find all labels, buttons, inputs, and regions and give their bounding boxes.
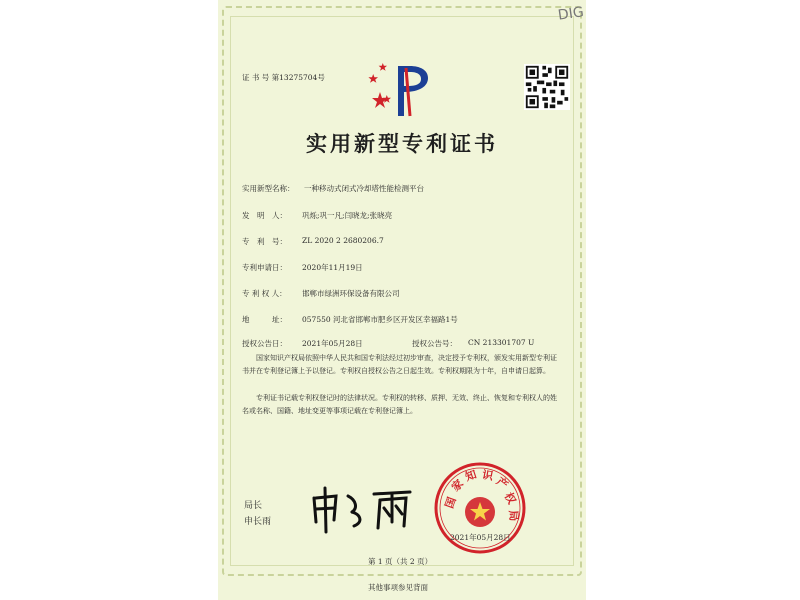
field-label: 专利申请日： [242, 263, 287, 272]
field-label: 发 明 人： [242, 211, 287, 220]
field-value: 一种移动式闭式冷却塔性能检测平台 [304, 184, 424, 193]
grant-number-value: CN 213301707 U [468, 338, 535, 347]
svg-text:产: 产 [493, 474, 511, 492]
handwritten-note: DIG [557, 4, 585, 24]
patent-certificate [218, 0, 586, 600]
grant-number-label: 授权公告号： [412, 339, 457, 348]
svg-text:局: 局 [506, 509, 521, 522]
field-label: 专 利 号： [242, 237, 287, 246]
qr-code-icon [524, 64, 570, 110]
svg-text:识: 识 [481, 468, 495, 483]
field-label: 实用新型名称： [242, 184, 295, 193]
legal-status-paragraph: 专利证书记载专利权登记时的法律状况。专利权的转移、质押、无效、终止、恢复和专利权人的姓名或名称、国籍、地址变更等事项记载在专利登记簿上。 [242, 394, 557, 415]
svg-text:权: 权 [501, 490, 519, 507]
field-value: 邯郸市绿洲环保设备有限公司 [302, 289, 400, 298]
page-indicator: 第 1 页（共 2 页） [368, 557, 433, 566]
field-label: 专 利 权 人： [242, 289, 287, 298]
svg-text:国: 国 [442, 495, 459, 511]
cnipa-logo-icon [368, 62, 434, 120]
field-label: 地 址： [242, 315, 287, 324]
director-name: 申长雨 [244, 517, 272, 527]
field-value: ZL 2020 2 2680206.7 [302, 236, 384, 245]
footer-note: 其他事项参见背面 [368, 583, 428, 592]
certificate-number: 证 书 号 第13275704号 [242, 73, 325, 82]
grant-date-label: 授权公告日： [242, 339, 287, 348]
svg-text:家: 家 [449, 477, 467, 495]
director-signature [308, 482, 418, 536]
field-value: 057550 河北省邯郸市肥乡区开发区幸福路1号 [302, 315, 458, 324]
director-title: 局长 [244, 501, 263, 511]
grant-statement-paragraph: 国家知识产权局依照中华人民共和国专利法经过初步审查，决定授予专利权，颁发实用新型专利证书并在专利登记簿上予以登记。专利权自授权公告之日起生效。专利权期限为十年，自申请日起算。 [242, 354, 557, 375]
certificate-title: 实用新型专利证书 [306, 131, 498, 156]
field-value: 巩烁;巩一凡;闫晓龙;张晓亮 [302, 211, 393, 220]
field-value: 2020年11月19日 [302, 263, 363, 272]
grant-date-value: 2021年05月28日 [302, 339, 363, 348]
svg-text:知: 知 [463, 467, 479, 484]
seal-date: 2021年05月28日 [450, 533, 511, 542]
